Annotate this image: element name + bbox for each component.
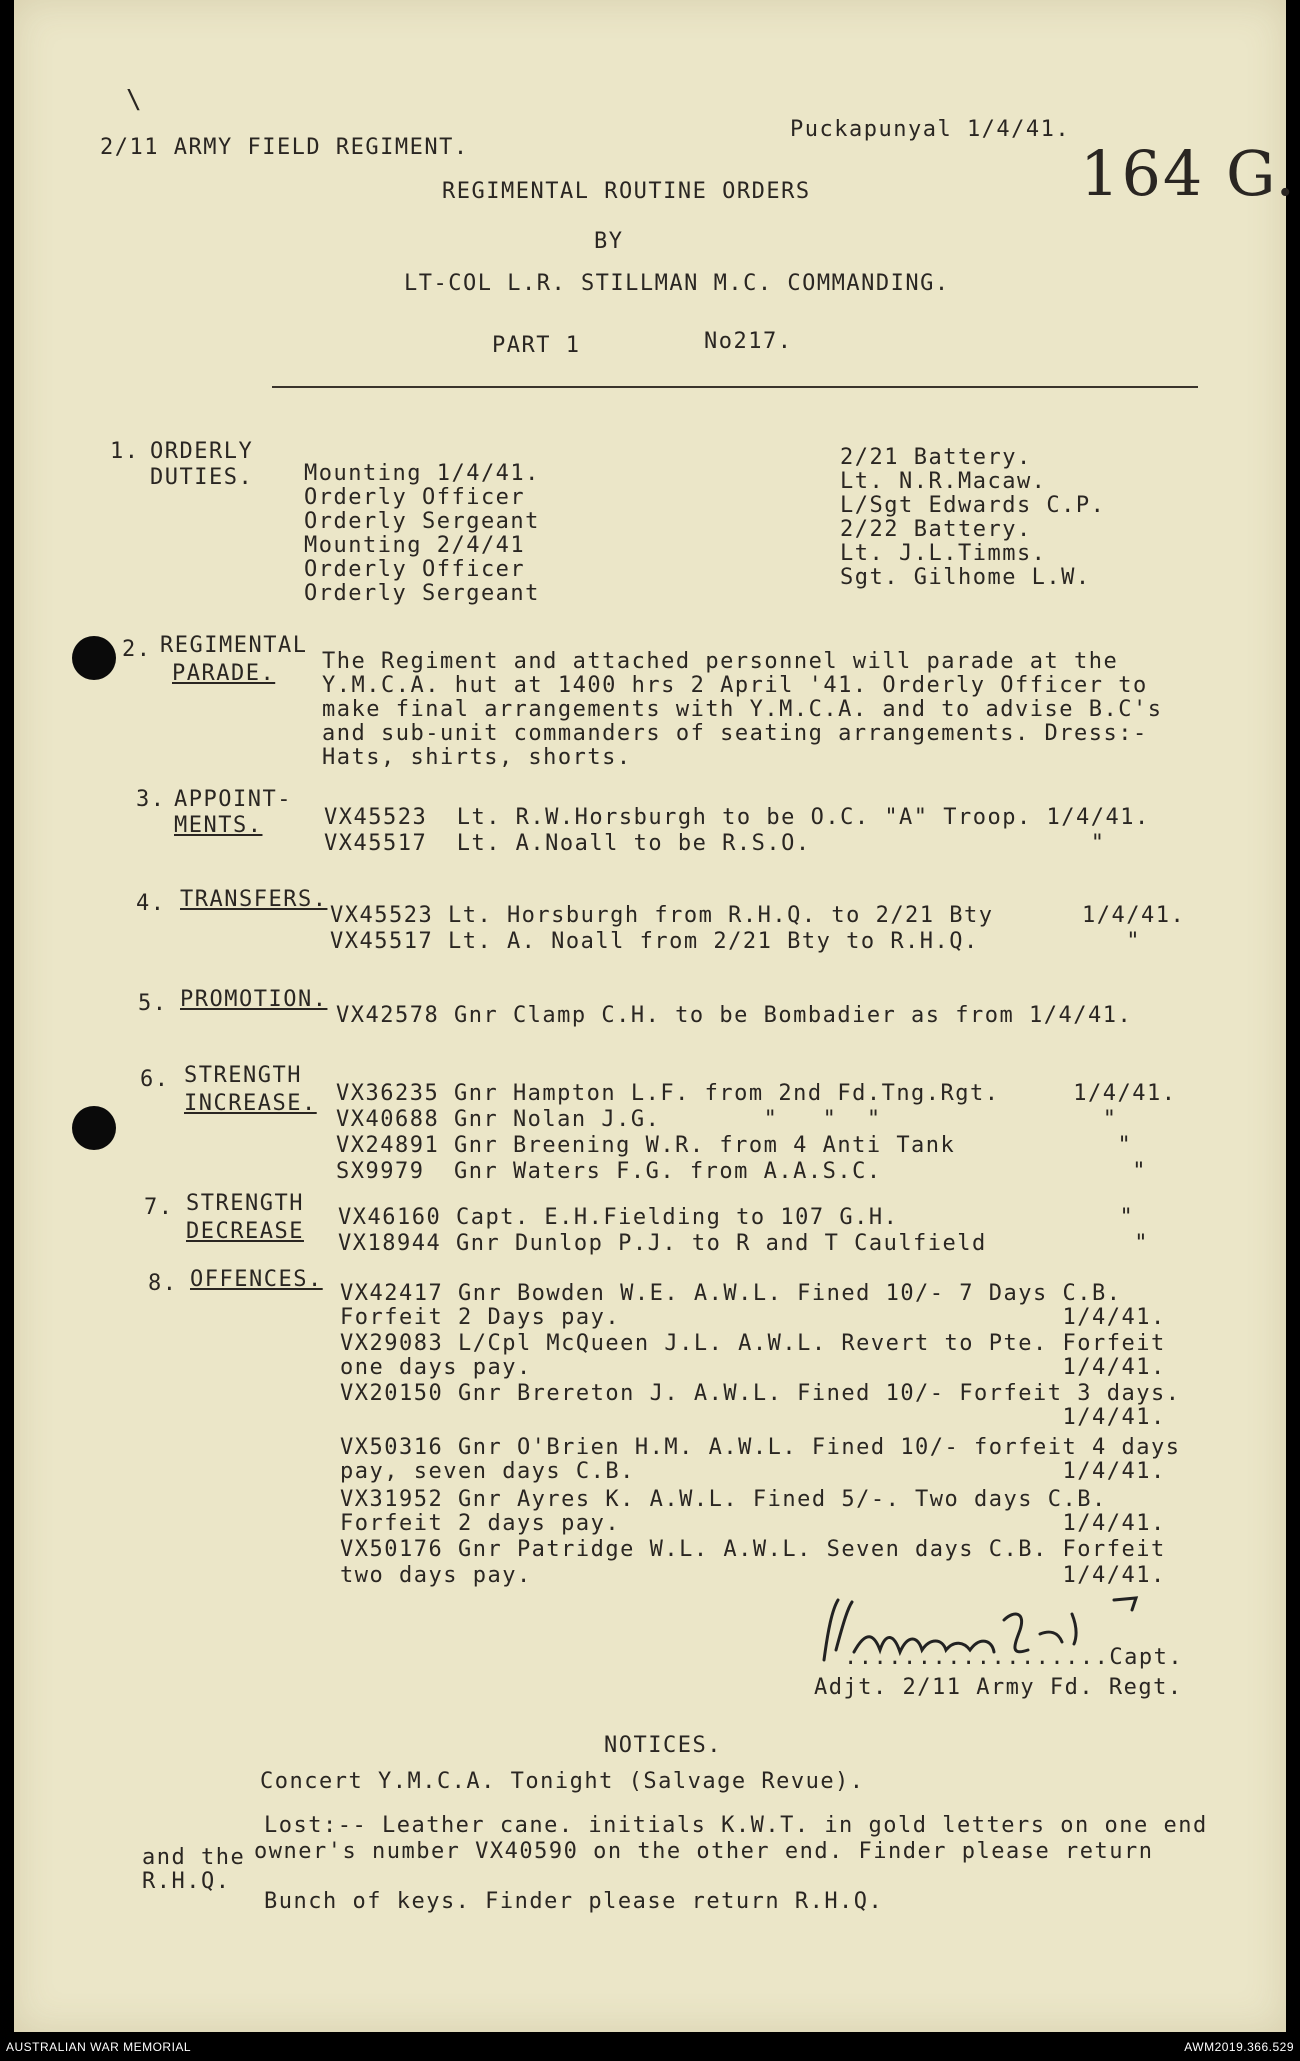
section-heading: MENTS.	[174, 813, 263, 838]
offence-line: Forfeit 2 days pay. 1/4/41.	[340, 1511, 1166, 1536]
section-heading: INCREASE.	[184, 1091, 317, 1116]
notice-lost-line: R.H.Q.	[142, 1869, 231, 1894]
section-number: 7.	[144, 1195, 174, 1220]
punch-hole-top	[72, 636, 116, 680]
header-divider	[272, 386, 1198, 388]
section-heading: DUTIES.	[150, 465, 254, 490]
section-heading: PROMOTION.	[180, 987, 328, 1012]
appointment-line: VX45517 Lt. A.Noall to be R.S.O. "	[324, 831, 1106, 856]
duty-line: Lt. N.R.Macaw.	[840, 469, 1047, 494]
parade-line: and sub-unit commanders of seating arrangements. Dress:-	[322, 721, 1148, 746]
offence-line: VX20150 Gnr Brereton J. A.W.L. Fined 10/- Forfeit 3 days.	[340, 1381, 1181, 1406]
notice-keys: Bunch of keys. Finder please return R.H.Q.	[264, 1889, 884, 1914]
section-heading: PARADE.	[172, 661, 276, 686]
section-heading: DECREASE	[186, 1219, 304, 1244]
section-number: 5.	[138, 991, 168, 1016]
duty-line: Orderly Sergeant	[304, 509, 540, 534]
section-number: 4.	[136, 891, 166, 916]
duty-line: Orderly Officer	[304, 557, 526, 582]
offence-line: one days pay. 1/4/41.	[340, 1355, 1166, 1380]
notice-lost-line: Lost:-- Leather cane. initials K.W.T. in gold letters on one end	[264, 1813, 1208, 1838]
transfer-line: VX45517 Lt. A. Noall from 2/21 Bty to R.H.Q. "	[330, 929, 1141, 954]
section-heading: STRENGTH	[186, 1191, 304, 1216]
decrease-line: VX18944 Gnr Dunlop P.J. to R and T Caulfield "	[338, 1231, 1149, 1256]
part-label: PART 1	[492, 333, 581, 358]
duty-line: L/Sgt Edwards C.P.	[840, 493, 1106, 518]
offence-line: two days pay. 1/4/41.	[340, 1563, 1166, 1588]
section-number: 8.	[148, 1271, 178, 1296]
duty-line: Lt. J.L.Timms.	[840, 541, 1047, 566]
footer-archive-id: AWM2019.366.529	[1184, 2040, 1294, 2054]
document-page	[14, 0, 1298, 2032]
parade-line: Hats, shirts, shorts.	[322, 745, 632, 770]
offence-line: VX50176 Gnr Patridge W.L. A.W.L. Seven days C.B. Forfeit	[340, 1537, 1166, 1562]
promotion-line: VX42578 Gnr Clamp C.H. to be Bombadier as from 1/4/41.	[336, 1003, 1133, 1028]
offence-line: VX42417 Gnr Bowden W.E. A.W.L. Fined 10/- 7 Days C.B.	[340, 1281, 1122, 1306]
transfer-line: VX45523 Lt. Horsburgh from R.H.Q. to 2/21 Bty 1/4/41.	[330, 903, 1186, 928]
duty-line: Mounting 1/4/41.	[304, 461, 540, 486]
section-heading: APPOINT-	[174, 787, 292, 812]
order-number: No217.	[704, 329, 793, 354]
commanding-officer: LT-COL L.R. STILLMAN M.C. COMMANDING.	[404, 271, 950, 296]
tick-mark: \	[126, 85, 144, 115]
duty-line: Mounting 2/4/41	[304, 533, 526, 558]
adjutant-title: Adjt. 2/11 Army Fd. Regt.	[814, 1675, 1183, 1700]
parade-line: The Regiment and attached personnel will parade at the	[322, 649, 1119, 674]
notices-title: NOTICES.	[604, 1733, 722, 1758]
increase-line: SX9979 Gnr Waters F.G. from A.A.S.C. "	[336, 1159, 1147, 1184]
offence-line: VX31952 Gnr Ayres K. A.W.L. Fined 5/-. Two days C.B.	[340, 1487, 1107, 1512]
decrease-line: VX46160 Capt. E.H.Fielding to 107 G.H. "	[338, 1205, 1135, 1230]
increase-line: VX40688 Gnr Nolan J.G. " " " "	[336, 1107, 1118, 1132]
section-heading: ORDERLY	[150, 439, 254, 464]
document-title: REGIMENTAL ROUTINE ORDERS	[442, 179, 811, 204]
notice-concert: Concert Y.M.C.A. Tonight (Salvage Revue).	[260, 1769, 865, 1794]
section-heading: REGIMENTAL	[160, 633, 308, 658]
parade-line: make final arrangements with Y.M.C.A. and to advise B.C's	[322, 697, 1163, 722]
section-number: 3.	[136, 787, 166, 812]
notice-lost-prefix: and the	[142, 1845, 246, 1870]
section-heading: OFFENCES.	[190, 1267, 323, 1292]
section-heading: STRENGTH	[184, 1063, 302, 1088]
offence-line: VX29083 L/Cpl McQueen J.L. A.W.L. Revert to Pte. Forfeit	[340, 1331, 1166, 1356]
duty-line: Orderly Sergeant	[304, 581, 540, 606]
signature-dots: ..................Capt.	[844, 1645, 1184, 1670]
handwritten-reference: 164 G.	[1080, 137, 1298, 210]
section-number: 1.	[110, 439, 140, 464]
increase-line: VX24891 Gnr Breening W.R. from 4 Anti Tank "	[336, 1133, 1133, 1158]
place-date: Puckapunyal 1/4/41.	[790, 117, 1071, 142]
duty-line: Orderly Officer	[304, 485, 526, 510]
section-heading: TRANSFERS.	[180, 887, 328, 912]
parade-line: Y.M.C.A. hut at 1400 hrs 2 April '41. Orderly Officer to	[322, 673, 1148, 698]
offence-line: VX50316 Gnr O'Brien H.M. A.W.L. Fined 10/- forfeit 4 days	[340, 1435, 1181, 1460]
unit-name: 2/11 ARMY FIELD REGIMENT.	[100, 135, 469, 160]
punch-hole-bottom	[72, 1106, 116, 1150]
increase-line: VX36235 Gnr Hampton L.F. from 2nd Fd.Tng.Rgt. 1/4/41.	[336, 1081, 1177, 1106]
duty-line: 2/21 Battery.	[840, 445, 1032, 470]
offence-line: 1/4/41.	[340, 1405, 1166, 1430]
offence-line: Forfeit 2 Days pay. 1/4/41.	[340, 1305, 1166, 1330]
appointment-line: VX45523 Lt. R.W.Horsburgh to be O.C. "A" Troop. 1/4/41.	[324, 805, 1150, 830]
footer-archive-name: AUSTRALIAN WAR MEMORIAL	[6, 2040, 192, 2054]
offence-line: pay, seven days C.B. 1/4/41.	[340, 1459, 1166, 1484]
notice-lost-line: owner's number VX40590 on the other end. Finder please return	[254, 1839, 1154, 1864]
duty-line: 2/22 Battery.	[840, 517, 1032, 542]
duty-line: Sgt. Gilhome L.W.	[840, 565, 1091, 590]
by-line: BY	[594, 229, 624, 254]
section-number: 6.	[140, 1067, 170, 1092]
section-number: 2.	[122, 637, 152, 662]
